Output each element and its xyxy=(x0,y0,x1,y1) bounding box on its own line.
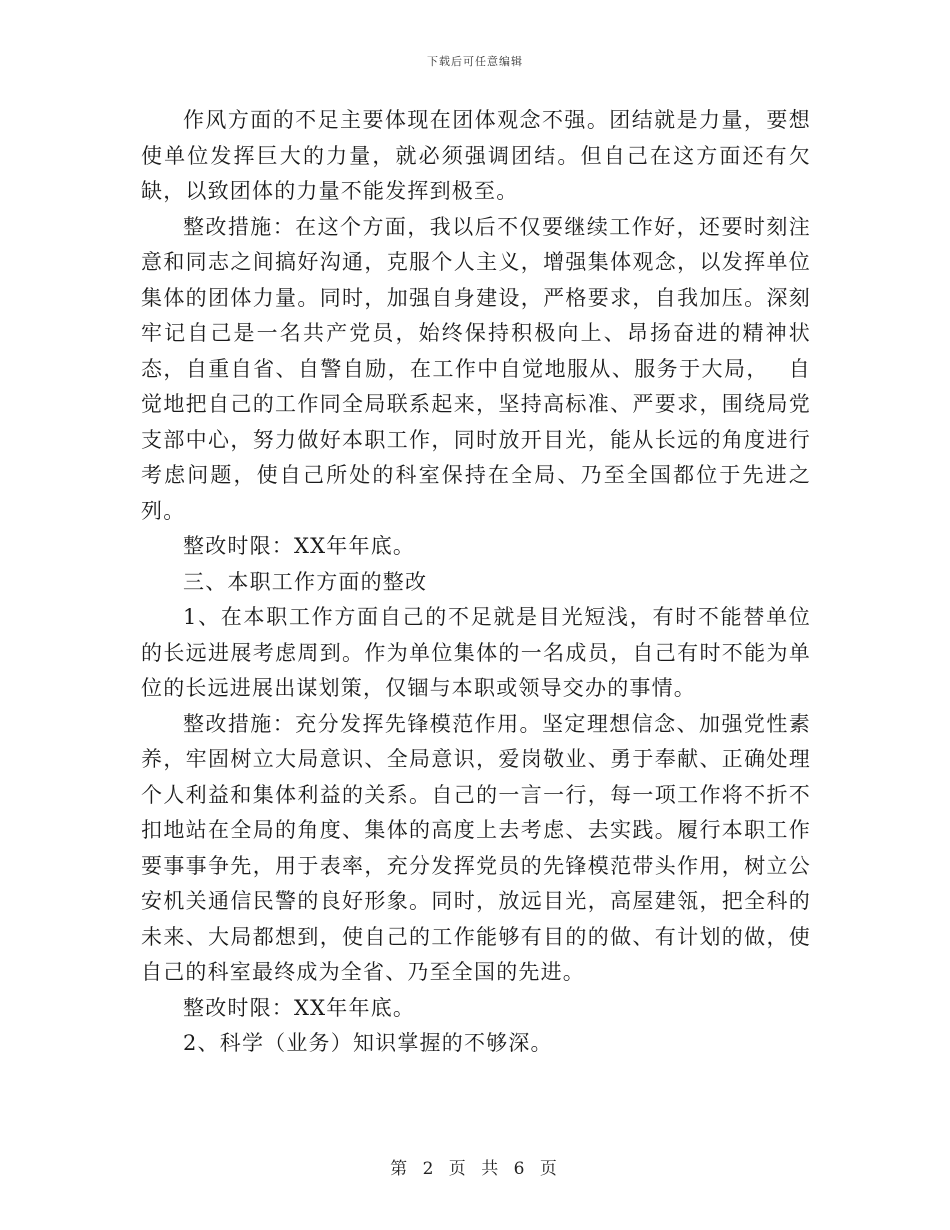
page-number-footer: 第 2 页 共 6 页 xyxy=(390,1159,560,1179)
paragraph-rectification-measures-1: 整改措施：在这个方面，我以后不仅要继续工作好，还要时刻注意和同志之间搞好沟通，克服个人主义，增强集体观念，以发挥单位集体的团体力量。同时，加强自身建设，严格要求，自我加压。深刻牢记自己是一名共产党员，始终保持积极向上、昂扬奋进的精神状态，自重自省、自警自励，在工作中自觉地服从、服务于大局， 自觉地把自己的工作同全局联系起来，坚持高标准、严要求，围绕局党支部中心，努力做好本职工作，同时放开目光，能从长远的角度进行考虑问题，使自己所处的科室保持在全局、乃至全国都位于先进之列。 xyxy=(141,214,811,523)
section-heading-3: 三、本职工作方面的整改 xyxy=(183,569,428,594)
paragraph-rectification-measures-2: 整改措施：充分发挥先锋模范作用。坚定理想信念、加强党性素养，牢固树立大局意识、全局意识，爱岗敬业、勇于奉献、正确处理个人利益和集体利益的关系。自己的一言一行，每一项工作将不折不扣地站在全局的角度、集体的高度上去考虑、去实践。履行本职工作要事事争先，用于表率，充分发挥党员的先锋模范带头作用，树立公安机关通信民警的良好形象。同时，放远目光，高屋建瓴，把全科的未来、大局都想到，使自己的工作能够有目的的做、有计划的做，使自己的科室最终成为全省、乃至全国的先进。 xyxy=(141,711,811,984)
document-body xyxy=(141,103,811,1062)
paragraph-deadline-1: 整改时限：XX年年底。 xyxy=(183,534,416,558)
paragraph-item-2: 2、科学（业务）知识掌握的不够深。 xyxy=(183,1031,553,1055)
paragraph-work-style-shortcoming: 作风方面的不足主要体现在团体观念不强。团结就是力量，要想使单位发挥巨大的力量，就必须强调团结。但自己在这方面还有欠缺，以致团体的力量不能发挥到极至。 xyxy=(141,108,811,203)
paragraph-item-1: 1、在本职工作方面自己的不足就是目光短浅，有时不能替单位的长远进展考虑周到。作为单位集体的一名成员，自己有时不能为单位的长远进展出谋划策，仅锢与本职或领导交办的事情。 xyxy=(141,605,811,700)
paragraph-deadline-2: 整改时限：XX年年底。 xyxy=(183,995,416,1020)
page-header-note: 下载后可任意编辑 xyxy=(427,55,523,68)
